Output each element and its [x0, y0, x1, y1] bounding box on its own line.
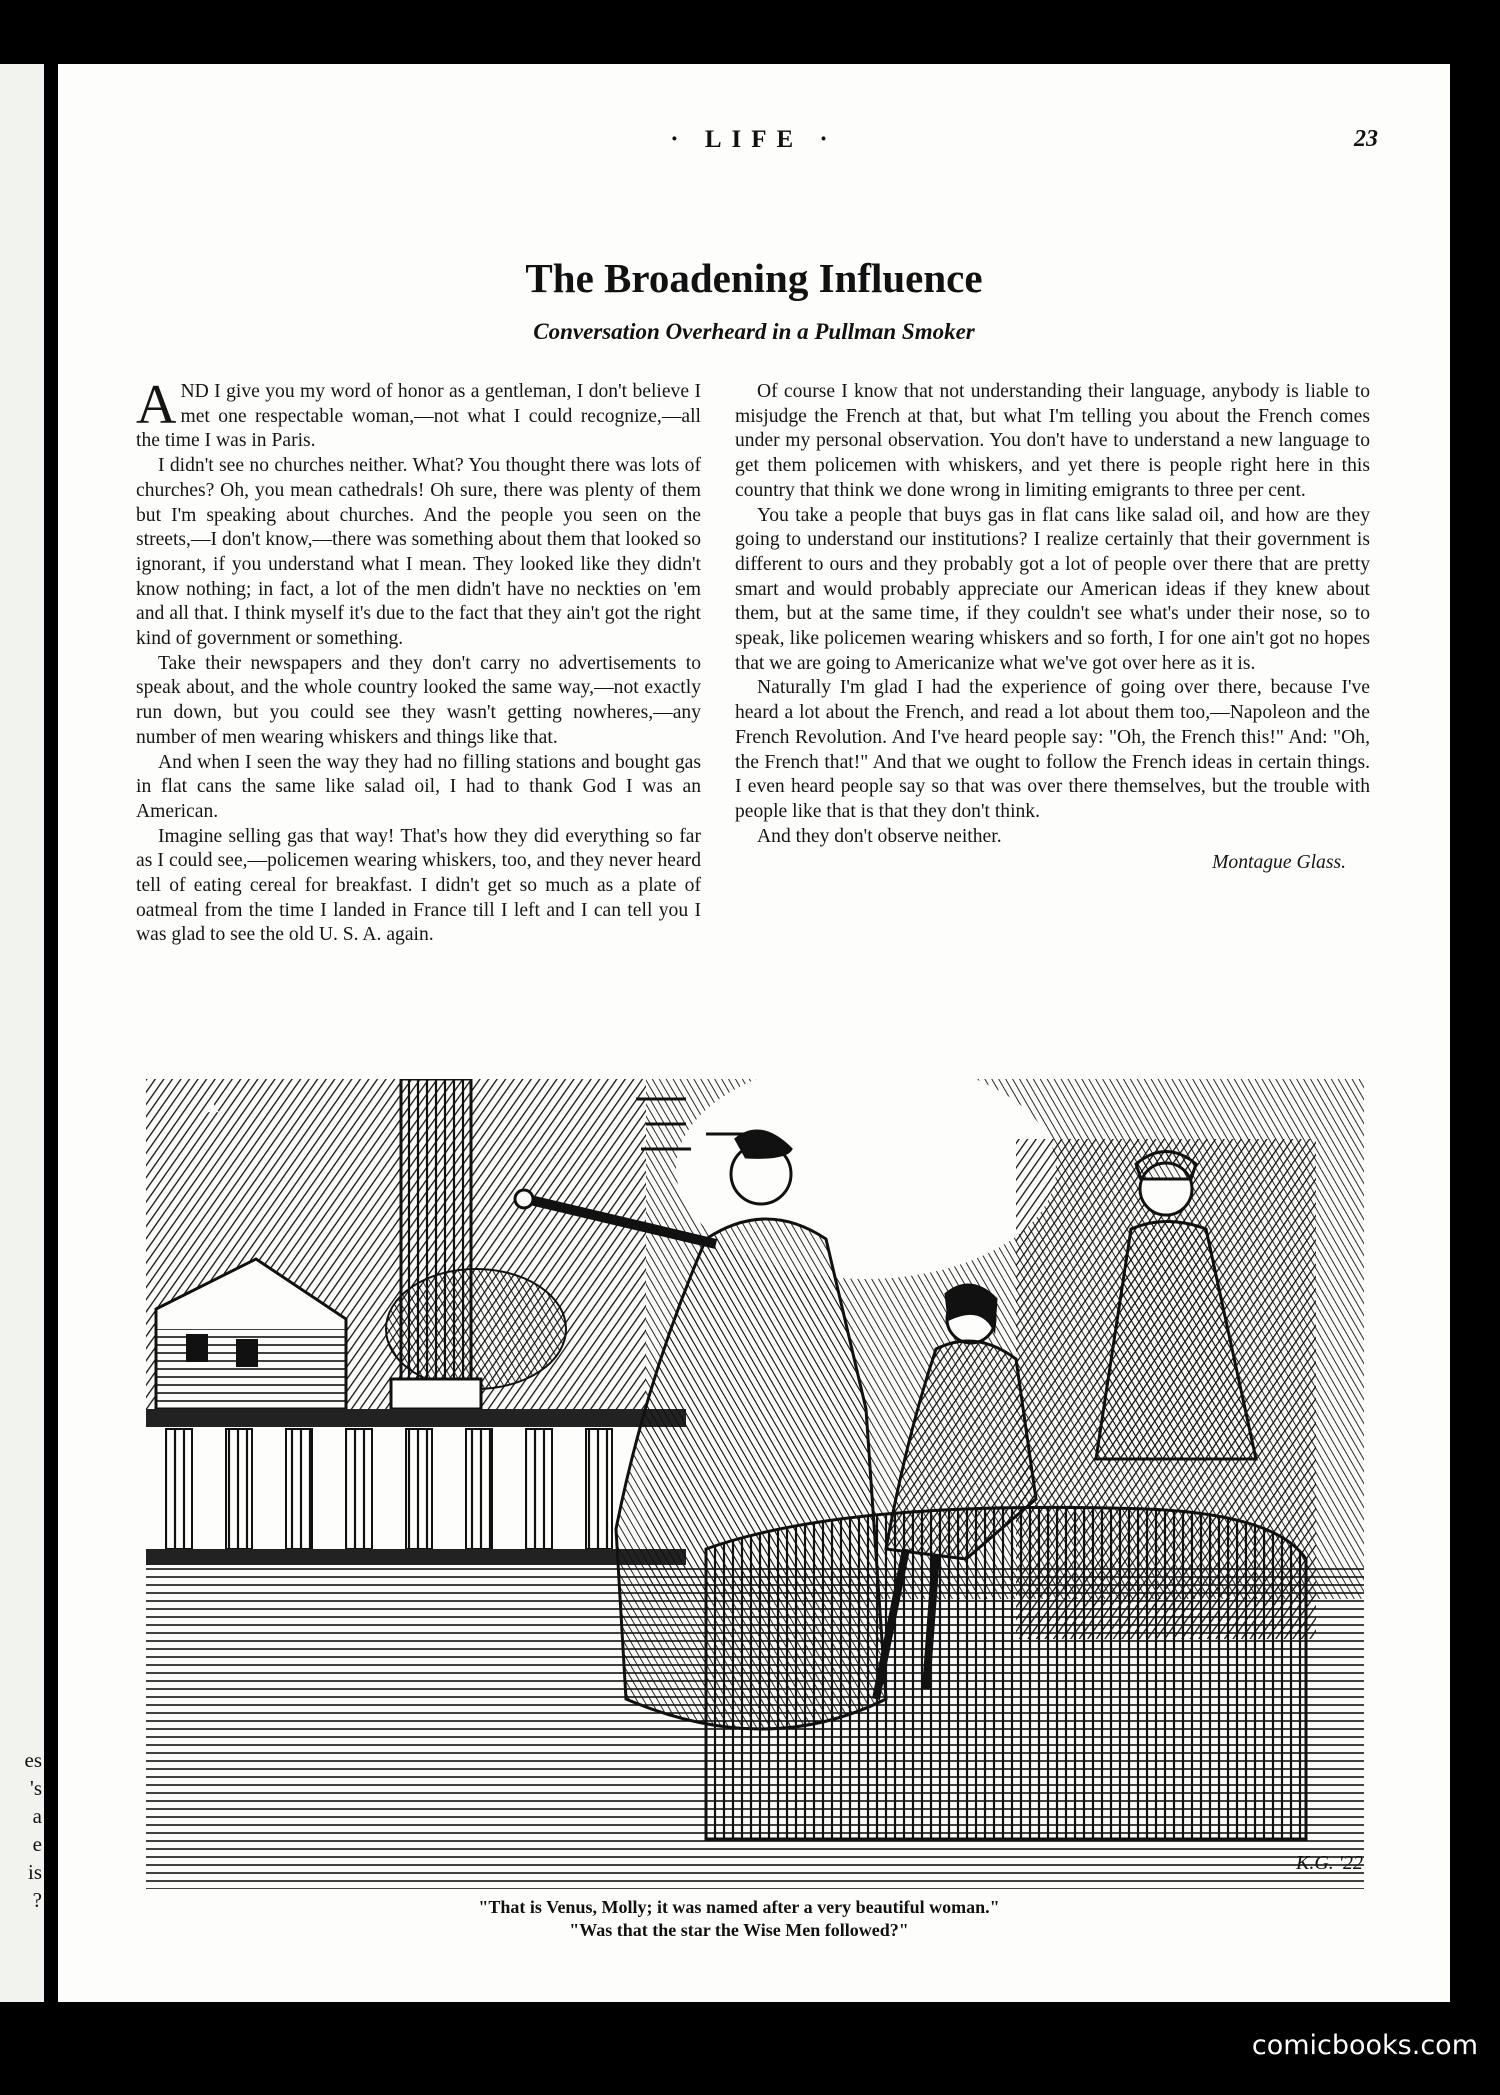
- article-subtitle: Conversation Overheard in a Pullman Smoker: [533, 319, 975, 344]
- running-title: · LIFE ·: [670, 126, 838, 153]
- venus-star: ✶: [204, 1098, 223, 1123]
- porch-column: [401, 1079, 471, 1399]
- opening-paragraph: [136, 374, 701, 454]
- magazine-page: [58, 64, 1450, 2002]
- caption-line: "That is Venus, Molly; it was named after a very beautiful woman.": [478, 1897, 1000, 1917]
- cartoon-illustration: [146, 1079, 1364, 1889]
- caption-line: "Was that the star the Wise Men followed?": [569, 1920, 909, 1940]
- paragraph: I didn't see no churches neither. What? You thought there was lots of churches? Oh, you mean cathedrals! Oh sure, there was plenty of them but I'm speaking about churches. And the people you seen on the streets,—I don't know,—there was something about them that looked so ignorant, if you understand what I mean. They looked like they didn't know nothing; in fact, a lot of the men didn't have no neckties on 'em and all that. I think myself it's due to the fact that they ain't got the right kind of government or something.: [136, 455, 701, 650]
- article-title: The Broadening Influence: [525, 255, 983, 301]
- paragraph: And when I seen the way they had no filling stations and bought gas in flat cans the same like salad oil, I had to thank God I was an American.: [136, 751, 701, 822]
- illustration-caption: [58, 1896, 1450, 1942]
- edge-fragment: is: [27, 1860, 42, 1884]
- site-watermark: comicbooks.com: [1251, 2030, 1478, 2061]
- previous-page-edge: [0, 64, 44, 2002]
- house-window: [186, 1334, 208, 1362]
- author-byline: Montague Glass.: [1212, 852, 1346, 874]
- artist-signature: K.G. '22: [1296, 1852, 1364, 1874]
- drop-cap: A: [136, 374, 177, 436]
- paragraph: Take their newspapers and they don't carry no advertisements to speak about, and the whole country looked the same way,—not exactly run down, but you could see they wasn't getting nowheres,—any number of men wearing whiskers and things like that.: [136, 652, 701, 748]
- paragraph: And they don't observe neither.: [757, 825, 1002, 847]
- text-column-right: [735, 380, 1370, 876]
- previous-page-text-fragments: [2, 1746, 42, 1914]
- paragraph: Of course I know that not understanding their language, anybody is liable to misjudge the French at that, but what I'm telling you about the French comes under my personal observation. You don't have to understand a new language to get them policemen with whiskers, and yet there is people right here in this country that think we done wrong in limiting emigrants to three per cent.: [735, 381, 1370, 501]
- edge-fragment: ?: [32, 1888, 42, 1912]
- edge-fragment: a: [32, 1804, 42, 1828]
- edge-fragment: es: [24, 1748, 42, 1772]
- edge-fragment: e: [32, 1832, 42, 1856]
- text-column-left: [136, 374, 701, 948]
- balustrade-rail: [146, 1409, 686, 1427]
- paragraph: Naturally I'm glad I had the experience of going over there, because I've heard a lot about the French, and read a lot about them too,—Napoleon and the French Revolution. And I've heard people say: "Oh, the French this!" And: "Oh, the French that!" And that we ought to follow the French ideas in certain things. I even heard people say so that was over there themselves, but the trouble with people like that is that they don't think.: [735, 677, 1370, 822]
- paragraph: Imagine selling gas that way! That's how they did everything so far as I could see,—policemen wearing whiskers, too, and they never heard tell of eating cereal for breakfast. I didn't get so much as a plate of oatmeal from the time I landed in France till I left and I can tell you I was glad to see the old U. S. A. again.: [136, 825, 701, 946]
- page-number: 23: [1354, 126, 1378, 152]
- paragraph-text: ND I give you my word of honor as a gentleman, I don't believe I met one respectable woman,—not what I could recognize,—all the time I was in Paris.: [136, 381, 701, 452]
- paragraph: You take a people that buys gas in flat cans like salad oil, and how are they going to understand our institutions? I realize certainly that their government is different to ours and they probably got a lot of people over there that are pretty smart and would probably appreciate our American ideas if they knew about them, but at the same time, if they couldn't see what's under their nose, so to speak, like policemen wearing whiskers and so forth, I for one ain't got no hopes that we are going to Americanize what we've got over here as it is.: [735, 504, 1370, 674]
- balusters: [166, 1429, 612, 1549]
- house-window: [236, 1339, 258, 1367]
- edge-fragment: 's: [30, 1776, 42, 1800]
